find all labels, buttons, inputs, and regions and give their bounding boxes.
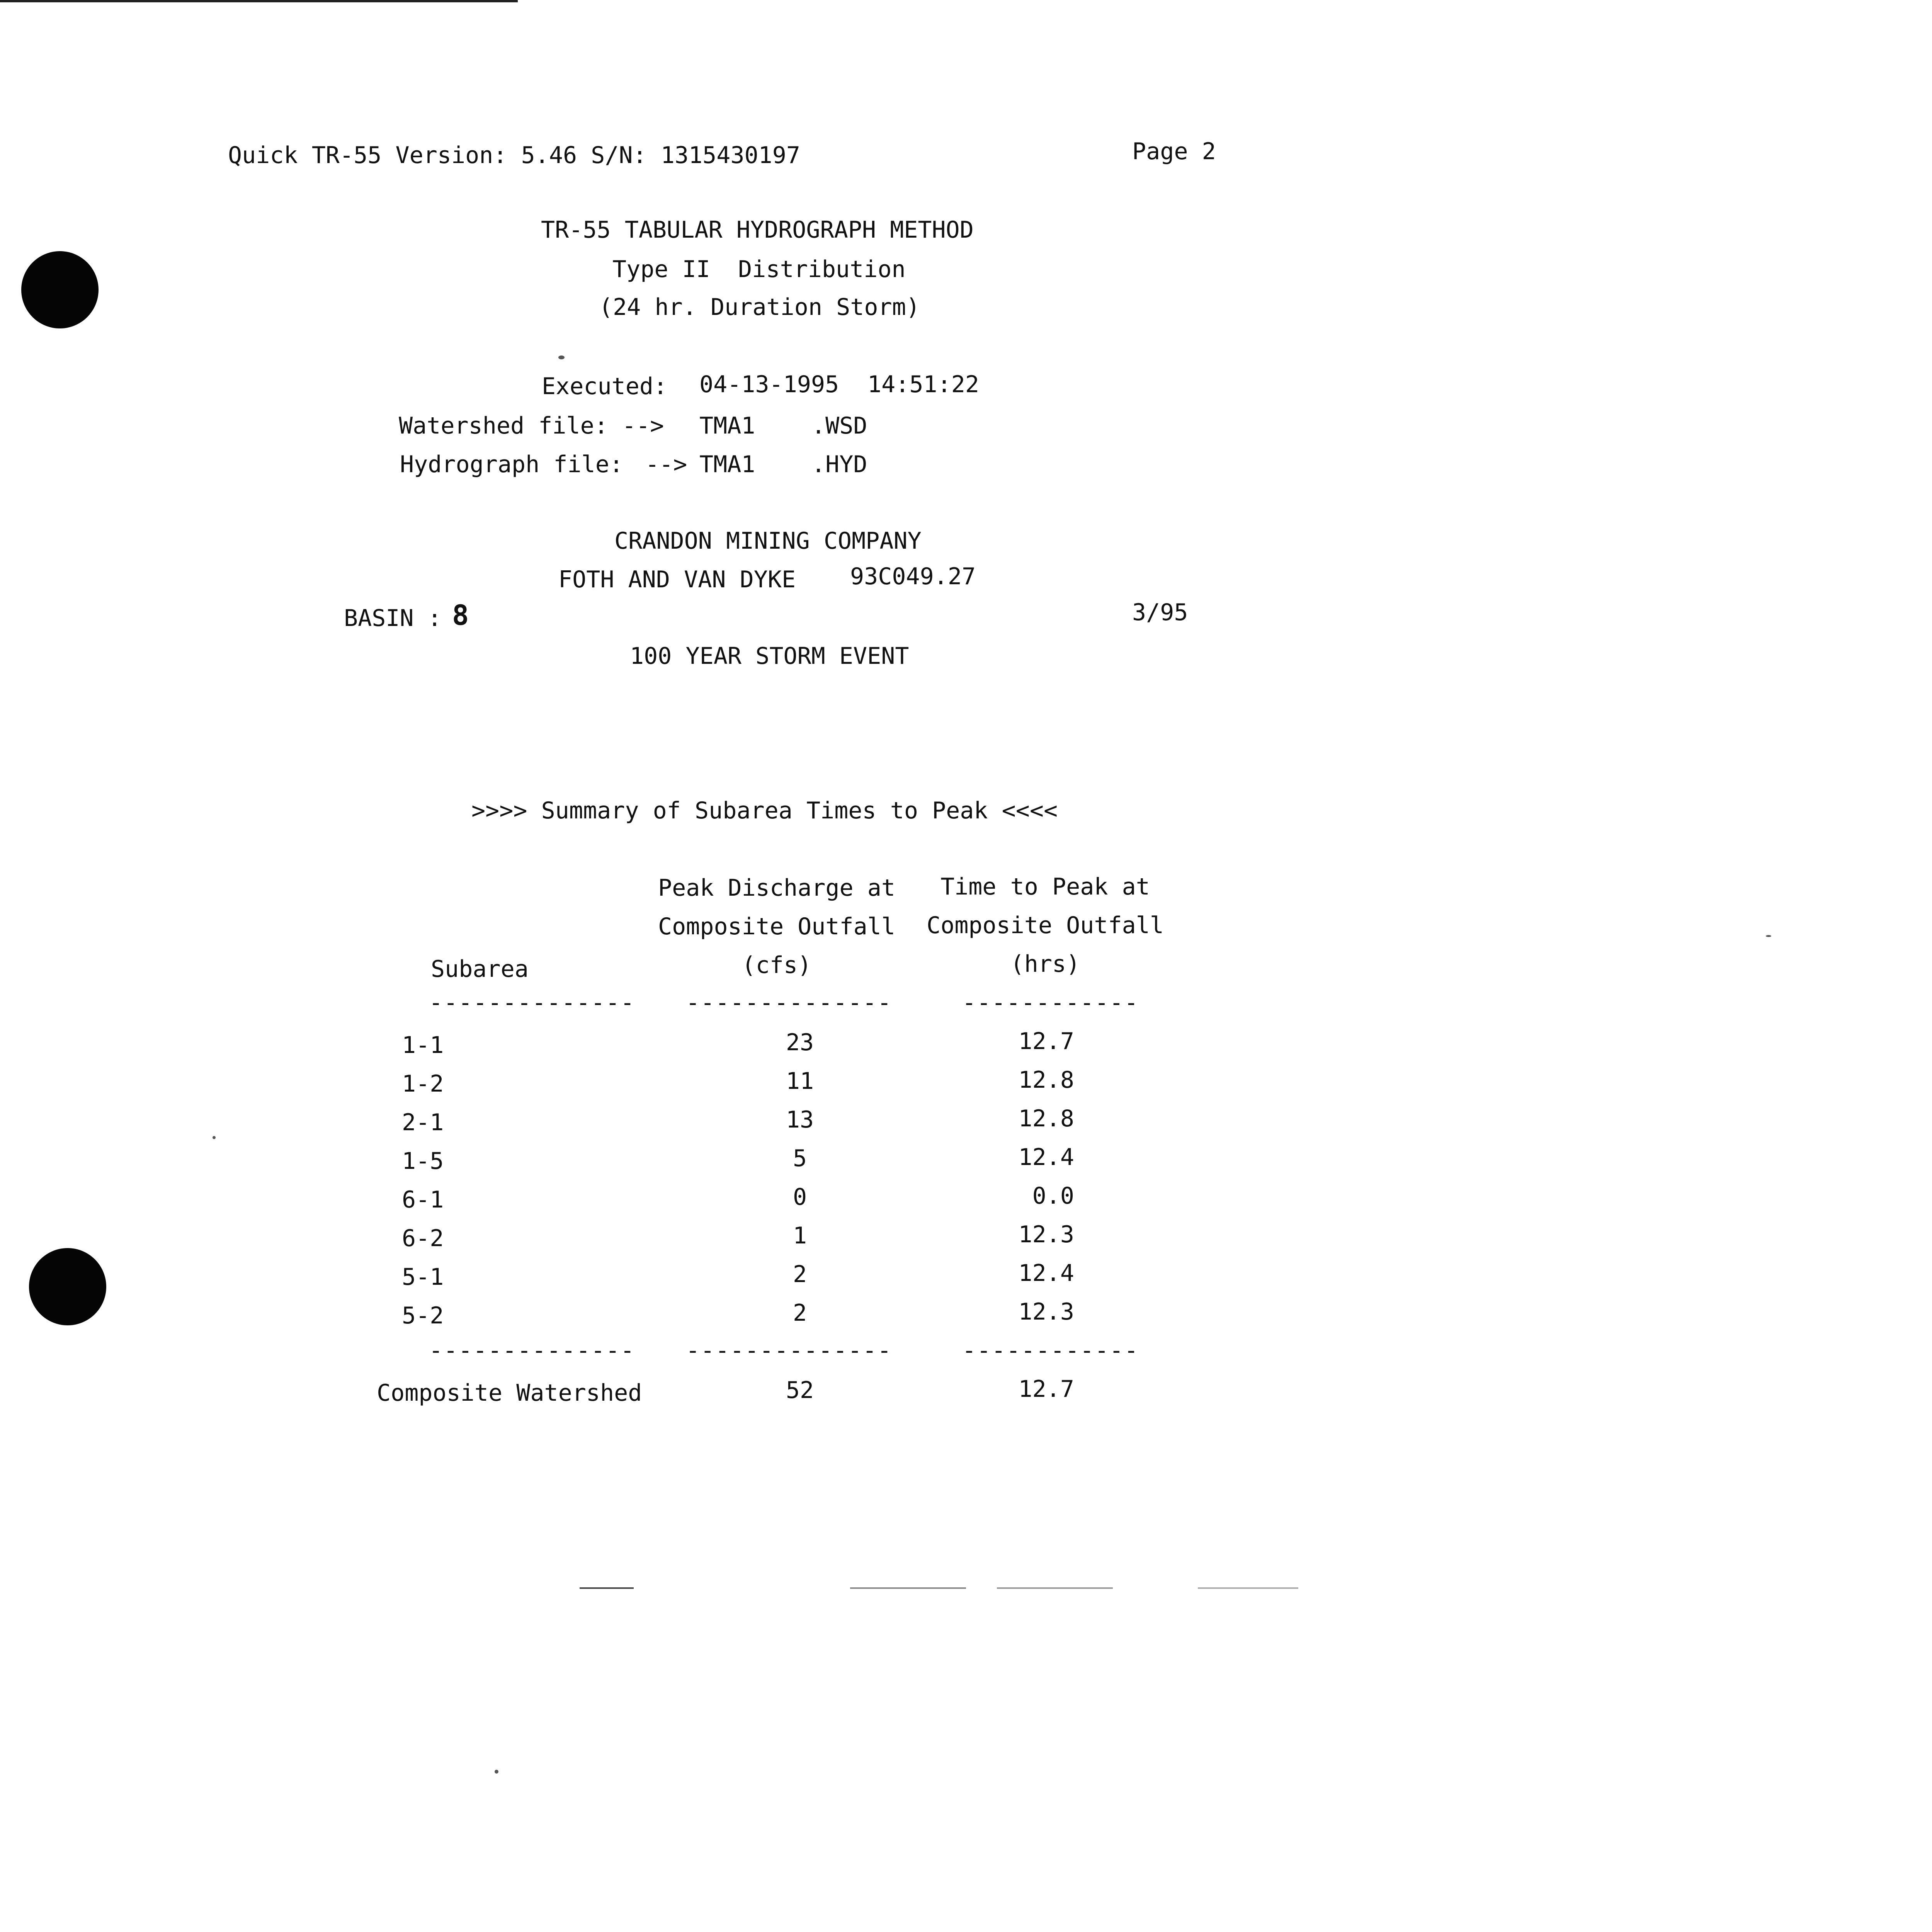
scan-dash	[850, 1587, 966, 1589]
basin-label: BASIN :	[344, 605, 442, 632]
punch-hole-middle	[29, 1248, 106, 1325]
col-header-discharge-1: Peak Discharge at	[658, 874, 896, 901]
company-name: CRANDON MINING COMPANY	[614, 527, 922, 554]
col-header-time-3: (hrs)	[1010, 951, 1080, 978]
watershed-file-name: TMA1	[699, 412, 755, 439]
col-header-discharge-2: Composite Outfall	[658, 913, 896, 940]
scan-dash	[580, 1587, 634, 1589]
total-discharge: 52	[786, 1377, 814, 1404]
row-subarea: 6-1	[402, 1186, 444, 1213]
distribution-line: Type II Distribution	[612, 256, 906, 283]
row-discharge: 11	[786, 1068, 814, 1095]
page-label: Page 2	[1132, 138, 1216, 165]
total-time: 12.7	[1018, 1376, 1074, 1403]
discharge-rule-bottom: --------------	[686, 1337, 892, 1364]
row-subarea: 5-2	[402, 1302, 444, 1329]
version-line: Quick TR-55 Version: 5.46 S/N: 1315430197	[228, 142, 801, 169]
project-number: 93C049.27	[850, 563, 976, 590]
scan-speck	[495, 1770, 498, 1774]
row-subarea: 1-2	[402, 1070, 444, 1097]
consultant-name: FOTH AND VAN DYKE	[558, 566, 796, 593]
scan-speck	[1766, 935, 1771, 937]
row-subarea: 6-2	[402, 1225, 444, 1252]
duration-line: (24 hr. Duration Storm)	[599, 294, 920, 321]
col-header-time-1: Time to Peak at	[940, 873, 1150, 900]
subarea-rule: --------------	[429, 989, 635, 1016]
watershed-file-label: Watershed file:	[399, 412, 608, 439]
row-discharge: 2	[793, 1261, 807, 1288]
row-discharge: 0	[793, 1184, 807, 1211]
basin-number: 8	[452, 599, 469, 631]
subarea-rule-bottom: --------------	[429, 1337, 635, 1364]
col-header-subarea: Subarea	[431, 956, 529, 983]
row-time: 12.4	[1018, 1260, 1074, 1287]
scan-speck	[558, 355, 565, 359]
row-discharge: 2	[793, 1299, 807, 1327]
row-subarea: 1-1	[402, 1032, 444, 1059]
hydrograph-file-ext: .HYD	[811, 451, 867, 478]
discharge-rule: --------------	[686, 989, 892, 1016]
row-time: 12.4	[1018, 1144, 1074, 1171]
row-time: 12.8	[1018, 1066, 1074, 1094]
row-discharge: 13	[786, 1106, 814, 1133]
hydrograph-file-label: Hydrograph file:	[400, 451, 623, 478]
top-edge-rule	[0, 0, 518, 2]
method-title: TR-55 TABULAR HYDROGRAPH METHOD	[541, 216, 974, 243]
executed-label: Executed:	[542, 373, 668, 400]
executed-date: 04-13-1995	[699, 371, 839, 398]
row-subarea: 1-5	[402, 1148, 444, 1175]
total-subarea: Composite Watershed	[377, 1379, 642, 1406]
row-time: 0.0	[1032, 1182, 1074, 1209]
hydrograph-file-name: TMA1	[699, 451, 755, 478]
row-subarea: 2-1	[402, 1109, 444, 1136]
row-discharge: 23	[786, 1029, 814, 1056]
hydrograph-arrow: -->	[645, 451, 687, 478]
report-date: 3/95	[1132, 599, 1188, 626]
watershed-file-ext: .WSD	[811, 412, 867, 439]
scan-speck	[213, 1136, 216, 1139]
watershed-arrow: -->	[622, 412, 664, 439]
executed-time: 14:51:22	[867, 371, 979, 398]
row-time: 12.8	[1018, 1105, 1074, 1132]
time-rule-bottom: ------------	[962, 1337, 1139, 1364]
storm-event: 100 YEAR STORM EVENT	[630, 643, 909, 670]
scan-dash	[997, 1587, 1113, 1589]
row-discharge: 1	[793, 1222, 807, 1249]
row-time: 12.7	[1018, 1028, 1074, 1055]
col-header-discharge-3: (cfs)	[742, 952, 812, 979]
row-time: 12.3	[1018, 1298, 1074, 1325]
scan-dash	[1198, 1587, 1298, 1589]
summary-heading: >>>> Summary of Subarea Times to Peak <<<<	[471, 797, 1058, 824]
time-rule: ------------	[962, 989, 1139, 1016]
punch-hole-top	[21, 251, 99, 328]
row-subarea: 5-1	[402, 1264, 444, 1291]
row-time: 12.3	[1018, 1221, 1074, 1248]
col-header-time-2: Composite Outfall	[926, 912, 1164, 939]
row-discharge: 5	[793, 1145, 807, 1172]
